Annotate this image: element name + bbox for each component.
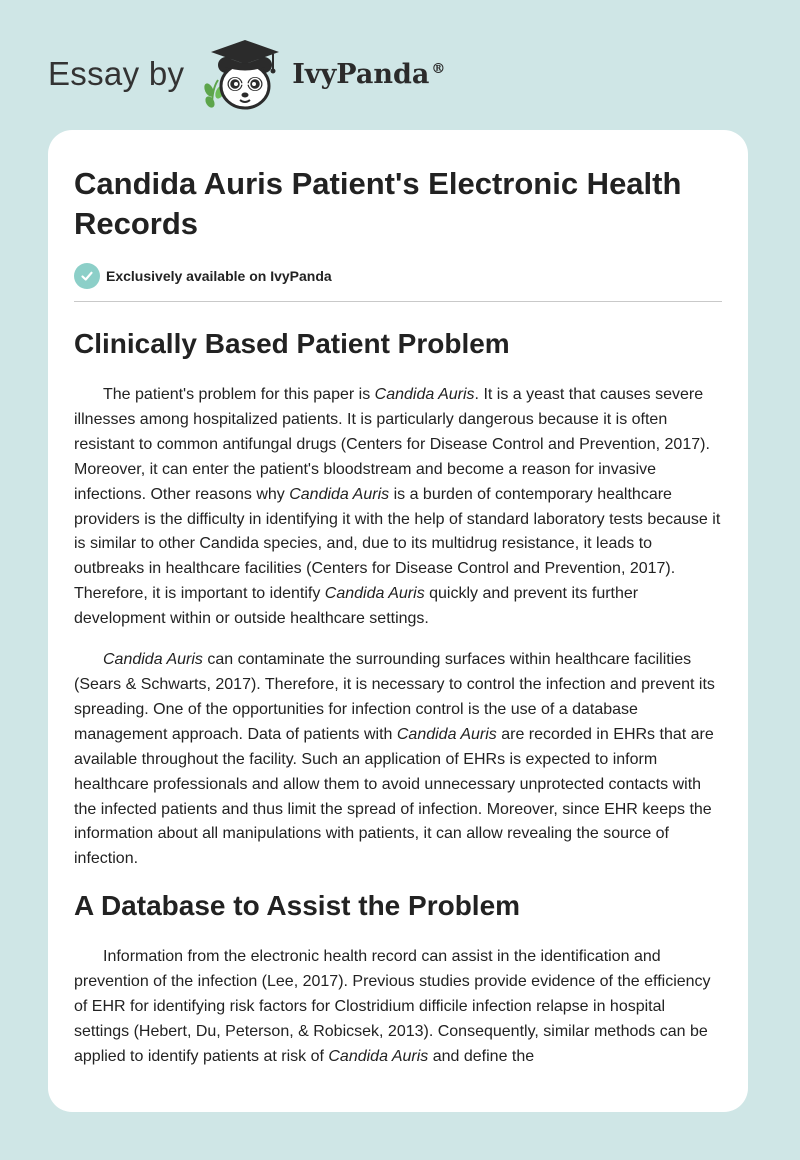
check-icon <box>74 263 100 289</box>
page-title: Candida Auris Patient's Electronic Health Records <box>74 166 682 241</box>
paragraph <box>74 945 722 1070</box>
text-run: The patient's problem for this paper is <box>103 386 375 403</box>
text-run: quickly and prevent its further development within or outside healthcare settings. <box>74 585 639 628</box>
text-run: can contaminate the surrounding surfaces within healthcare facilities (Sears & Schwarts, 2017). Therefore, it is necessary to control the infection and prevent its spreading. One of the opportunities for infection control is the use of a database management approach. Data of patients with <box>74 651 715 743</box>
brand-name-text: IvyPanda <box>292 58 430 90</box>
italic-term: Candida Auris <box>374 386 475 403</box>
text-run: . It is a yeast that causes severe illnesses among hospitalized patients. It is particularly dangerous because it is often resistant to common antifungal drugs (Centers for Disease Control and Prevention, 2017). Moreover, it can enter the patient's bloodstream and become a reason for invasive infections. Other reasons why <box>74 386 710 503</box>
essay-card <box>48 130 748 1112</box>
text-run: and define the <box>428 1047 535 1065</box>
italic-term: Candida Auris <box>324 585 425 603</box>
check-mark-icon <box>80 269 94 283</box>
exclusive-label: Exclusively available on IvyPanda <box>106 268 332 284</box>
text-run: is a burden of contemporary healthcare providers is the difficulty in identifying it with the help of standard laboratory tests because it is similar to other Candida species, and, due to its multidrug resistance, it leads to outbreaks in healthcare facilities (Centers for Disease Control and Prevention, 2017). Therefore, it is important to identify <box>74 485 721 603</box>
italic-term: Candida Auris <box>289 485 390 503</box>
registered-mark: ® <box>431 60 446 77</box>
panda-logo-icon <box>198 34 288 114</box>
section-heading-problem: Clinically Based Patient Problem <box>74 328 510 359</box>
brand-name <box>292 59 445 90</box>
text-run: are recorded in EHRs that are available throughout the facility. Such an application of EHRs is expected to inform healthcare professionals and allow them to avoid unnecessary unprotected contacts with the infected patients and thus limit the spread of infection. Moreover, since EHR keeps the information about all manipulations with patients, it can allow revealing the source of infection. <box>74 725 714 868</box>
paragraph <box>74 383 722 632</box>
brand-prefix: Essay by <box>48 55 185 92</box>
paragraph <box>74 648 722 872</box>
exclusive-badge <box>74 263 722 302</box>
italic-term: Candida Auris <box>328 1047 429 1065</box>
italic-term: Candida Auris <box>103 651 203 669</box>
section-heading-database: A Database to Assist the Problem <box>74 890 521 922</box>
italic-term: Candida Auris <box>396 725 497 743</box>
text-run: Information from the electronic health record can assist in the identification and prevention of the infection (Lee, 2017). Previous studies provide evidence of the efficiency of EHR for identifying risk factors for Clostridium difficile infection relapse in hospital settings (Hebert, Du, Peterson, & Robicsek, 2013). Consequently, similar methods can be applied to identify patients at risk of <box>74 948 711 1065</box>
brand-header <box>48 34 445 114</box>
